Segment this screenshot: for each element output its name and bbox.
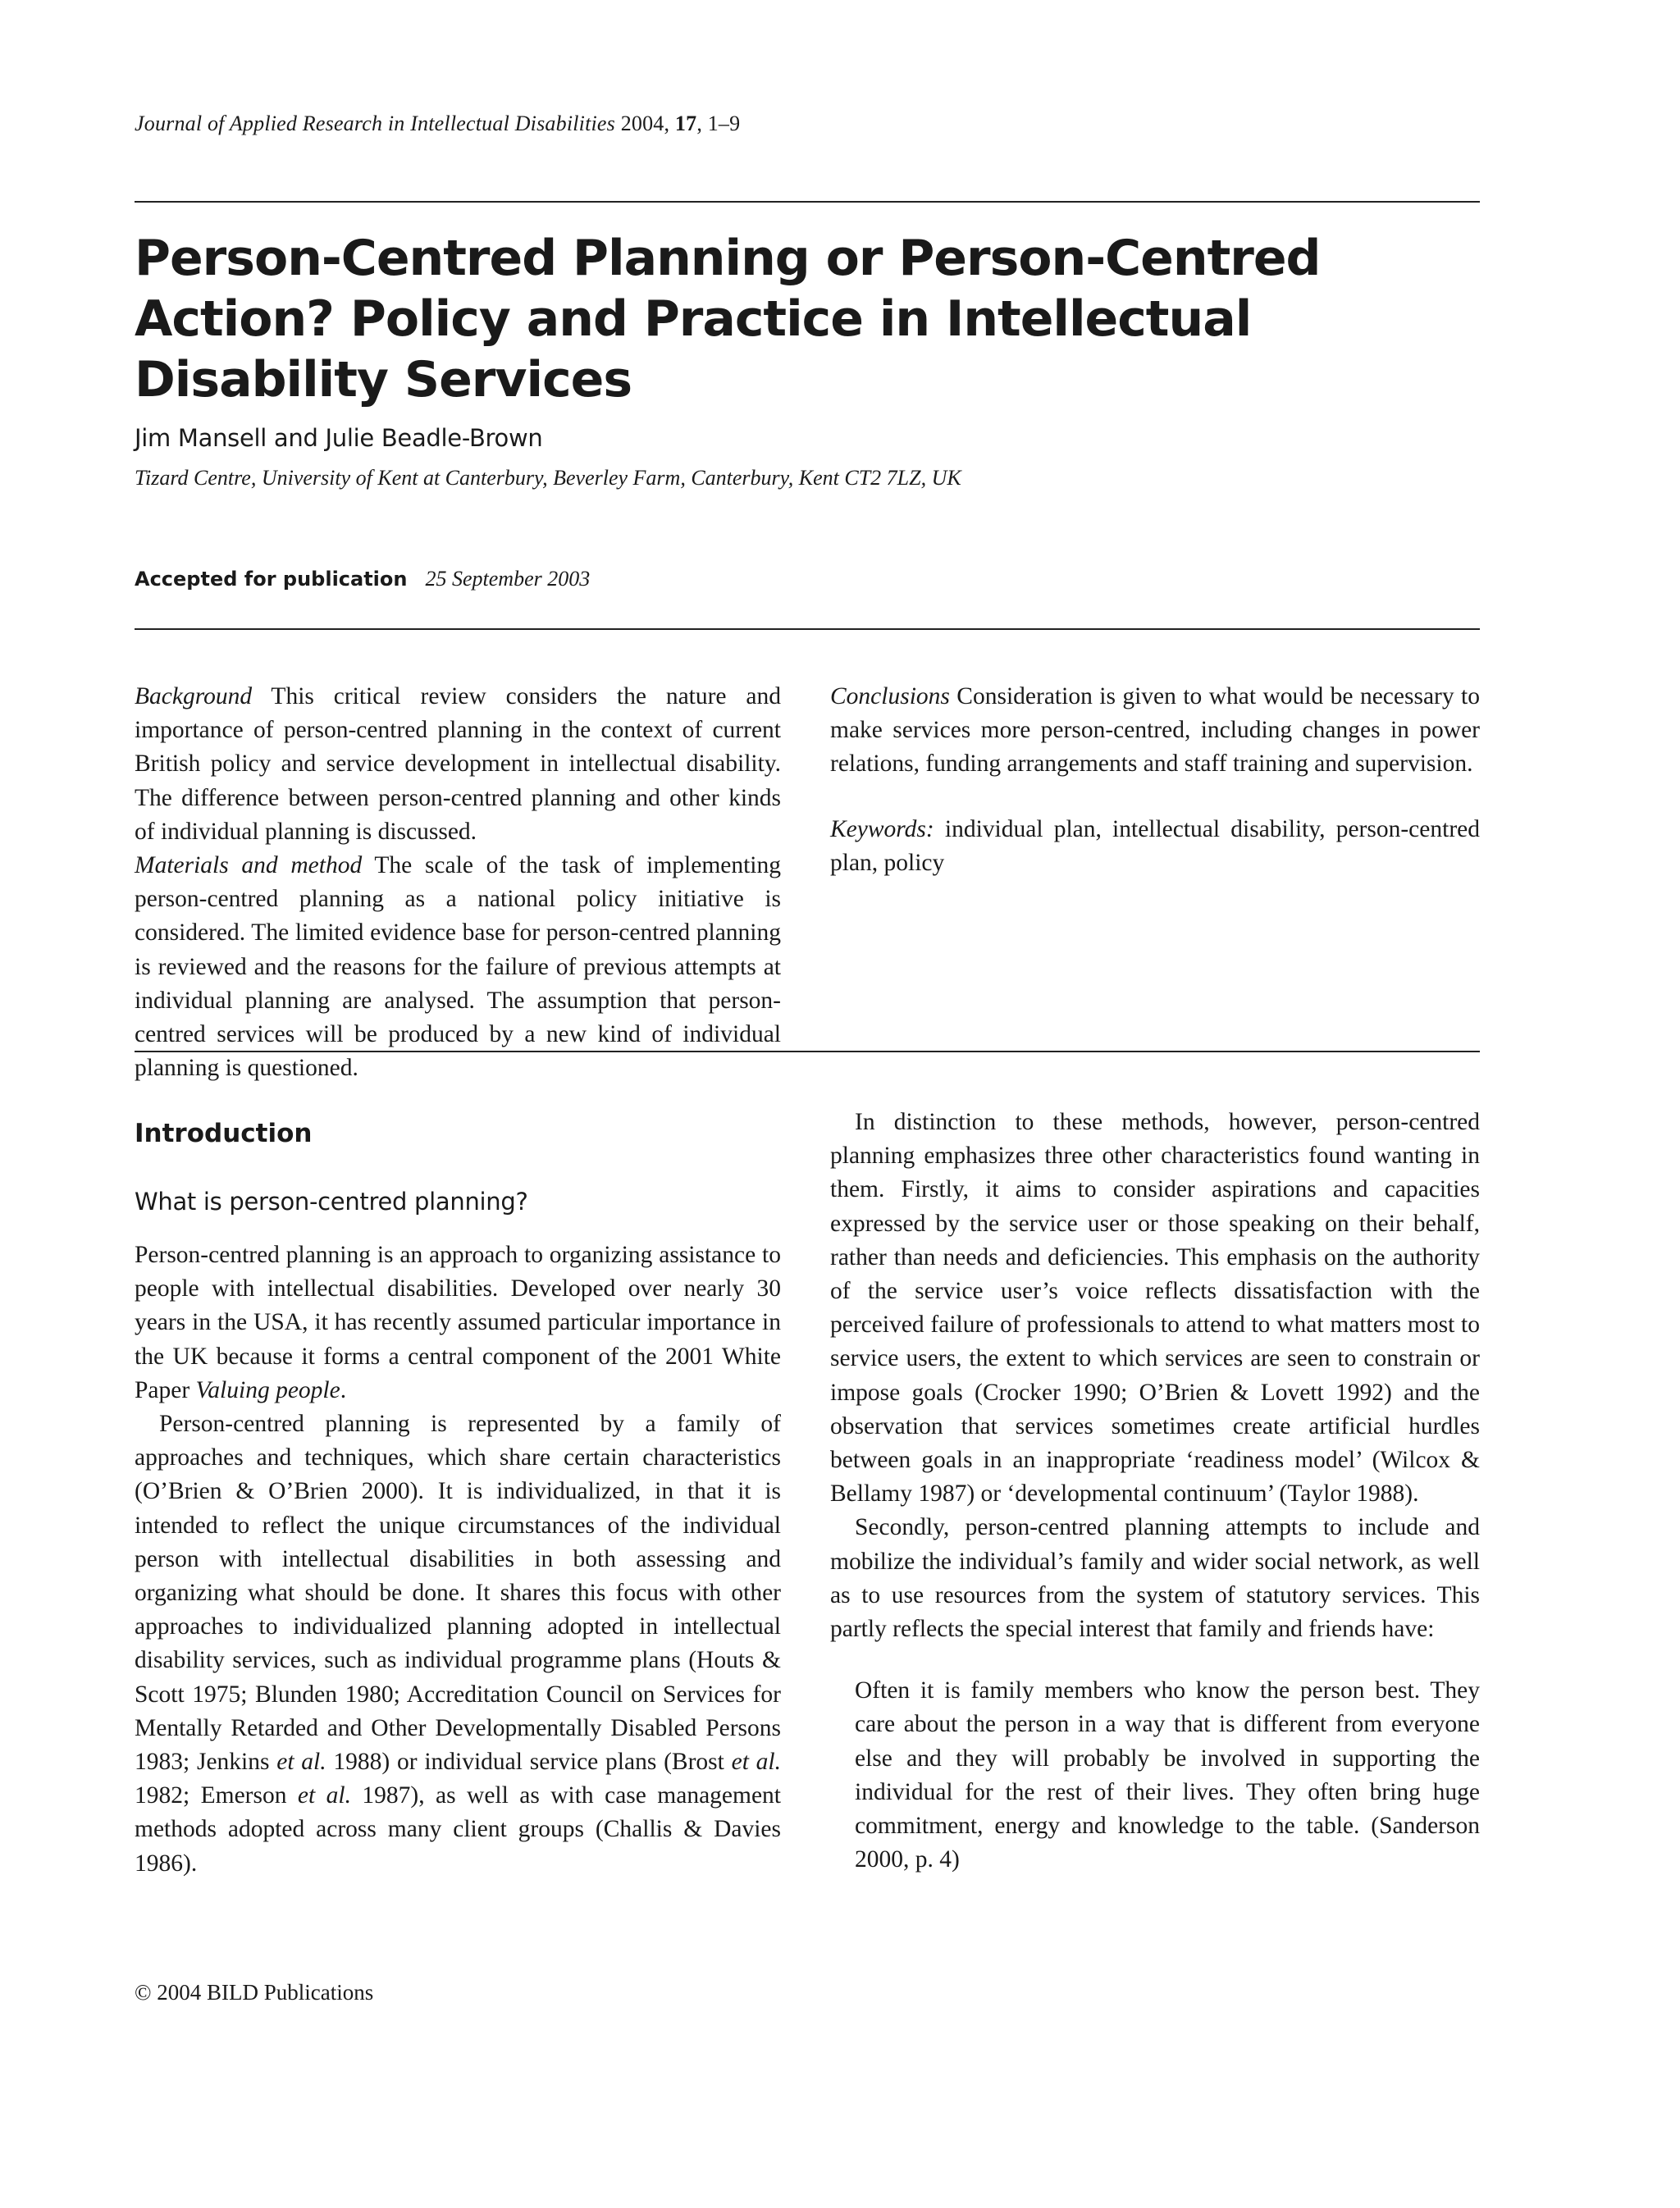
paragraph-text: Person-centred planning is represented by a family of approaches and techniques, which share certain characteristics (O’Brien & O’Brien 2000). It is individualized, in that it is intended to reflect the unique circumstances of the individual person with intellectual disabilities in both assessing and organizing what should be done. It shares this focus with other approaches to individualized planning adopted in intellectual disability services, such as individual programme plans (Houts & Scott 1975; Blunden 1980; Accreditation Council on Services for Mentally Retarded and Other Developmentally Disabled Persons 1983; Jenkins <box>135 1411 781 1776</box>
abstract-keywords <box>830 813 1480 880</box>
et-al: et al. <box>276 1749 326 1776</box>
conclusions-text: Consideration is given to what would be necessary to make services more person-centred, including changes in power relations, funding arrangements and staff training and supervision. <box>830 683 1480 778</box>
title-line: Disability Services <box>135 351 632 408</box>
methods-label: Materials and method <box>135 852 363 879</box>
title-line: Action? Policy and Practice in Intellectual <box>135 290 1252 348</box>
paragraph-text: 1987), as well as with case management methods adopted across many client groups (Challis & Davies 1986). <box>135 1782 781 1877</box>
journal-pages: , 1–9 <box>696 112 741 135</box>
paragraph-text: 1988) or individual service plans (Brost <box>326 1749 732 1776</box>
author-list: Jim Mansell and Julie Beadle-Brown <box>135 424 543 452</box>
abstract-top-rule <box>135 628 1480 630</box>
accepted-label: Accepted for publication <box>135 568 408 591</box>
paragraph: In distinction to these methods, however, person-centred planning emphasizes three other characteristics found wanting in them. Firstly, it aims to consider aspirations and capacities expressed by the service user or those speaking on their behalf, rather than needs and deficiencies. This emphasis on the authority of the service user’s voice reflects dissatisfaction with the perceived failure of professionals to attend to what matters most to service users, the extent to which services are seen to constrain or impose goals (Crocker 1990; O’Brien & Lovett 1992) and the observation that services sometimes create artificial hurdles between goals in an inappropriate ‘readiness model’ (Wilcox & Bellamy 1987) or ‘developmental continuum’ (Taylor 1988). <box>830 1109 1480 1508</box>
affiliation: Tizard Centre, University of Kent at Canterbury, Beverley Farm, Canterbury, Kent CT2 7LZ, UK <box>135 466 961 490</box>
abstract-right-column <box>830 680 1480 880</box>
methods-text: The scale of the task of implementing person-centred planning as a national policy initiative is considered. The limited evidence base for person-centred planning is reviewed and the reasons for the failure of previous attempts at individual planning are analysed. The assumption that person-centred services will be produced by a new kind of individual planning is questioned. <box>135 852 781 1082</box>
body-left-column <box>135 1239 781 1881</box>
paragraph <box>135 1239 781 1407</box>
journal-name: Journal of Applied Research in Intellectual Disabilities <box>135 112 615 135</box>
paragraph: Secondly, person-centred planning attempts to include and mobilize the individual’s family and wider social network, as well as to use resources from the system of statutory services. This partly reflects the special interest that family and friends have: <box>830 1514 1480 1643</box>
article-title <box>135 228 1513 410</box>
journal-volume: 17 <box>674 112 697 135</box>
block-quote: Often it is family members who know the person best. They care about the person in a way that is different from everyone else and they will probably be involved in supporting the individual for the rest of their lives. They often bring huge commitment, energy and knowledge to the table. (Sanderson 2000, p. 4) <box>855 1677 1480 1873</box>
accepted-line <box>135 567 590 591</box>
et-al: et al. <box>297 1782 351 1809</box>
italic-title: Valuing people <box>195 1376 340 1403</box>
conclusions-label: Conclusions <box>830 683 950 709</box>
subsection-heading: What is person-centred planning? <box>135 1188 528 1216</box>
keywords-text: individual plan, intellectual disability, person-centred plan, policy <box>830 815 1480 876</box>
abstract-conclusions <box>830 680 1480 782</box>
journal-year: 2004, <box>620 112 670 135</box>
background-text: This critical review considers the nature and importance of person-centred planning in the context of current British policy and service development in intellectual disability. The difference between person-centred planning and other kinds of individual planning is discussed. <box>135 683 781 845</box>
keywords-label: Keywords: <box>830 815 934 842</box>
header-rule <box>135 201 1480 203</box>
body-right-column <box>830 1106 1480 1877</box>
accepted-date: 25 September 2003 <box>425 567 591 591</box>
paragraph <box>135 1407 781 1881</box>
abstract-background <box>135 680 781 849</box>
et-al: et al. <box>731 1749 781 1776</box>
background-label: Background <box>135 683 253 709</box>
journal-citation <box>135 112 740 136</box>
abstract-bottom-rule <box>135 1051 1480 1052</box>
paragraph-text: Person-centred planning is an approach to organizing assistance to people with intellectual disabilities. Developed over nearly 30 years in the USA, it has recently assumed particular importance in the UK because it forms a central component of the 2001 White Paper <box>135 1242 781 1403</box>
paragraph-text: . <box>340 1376 347 1403</box>
abstract-left-column <box>135 680 781 1085</box>
title-line: Person-Centred Planning or Person-Centred <box>135 230 1321 287</box>
copyright-notice: © 2004 BILD Publications <box>135 1980 374 2005</box>
section-heading: Introduction <box>135 1119 313 1148</box>
paragraph-text: 1982; Emerson <box>135 1782 298 1809</box>
